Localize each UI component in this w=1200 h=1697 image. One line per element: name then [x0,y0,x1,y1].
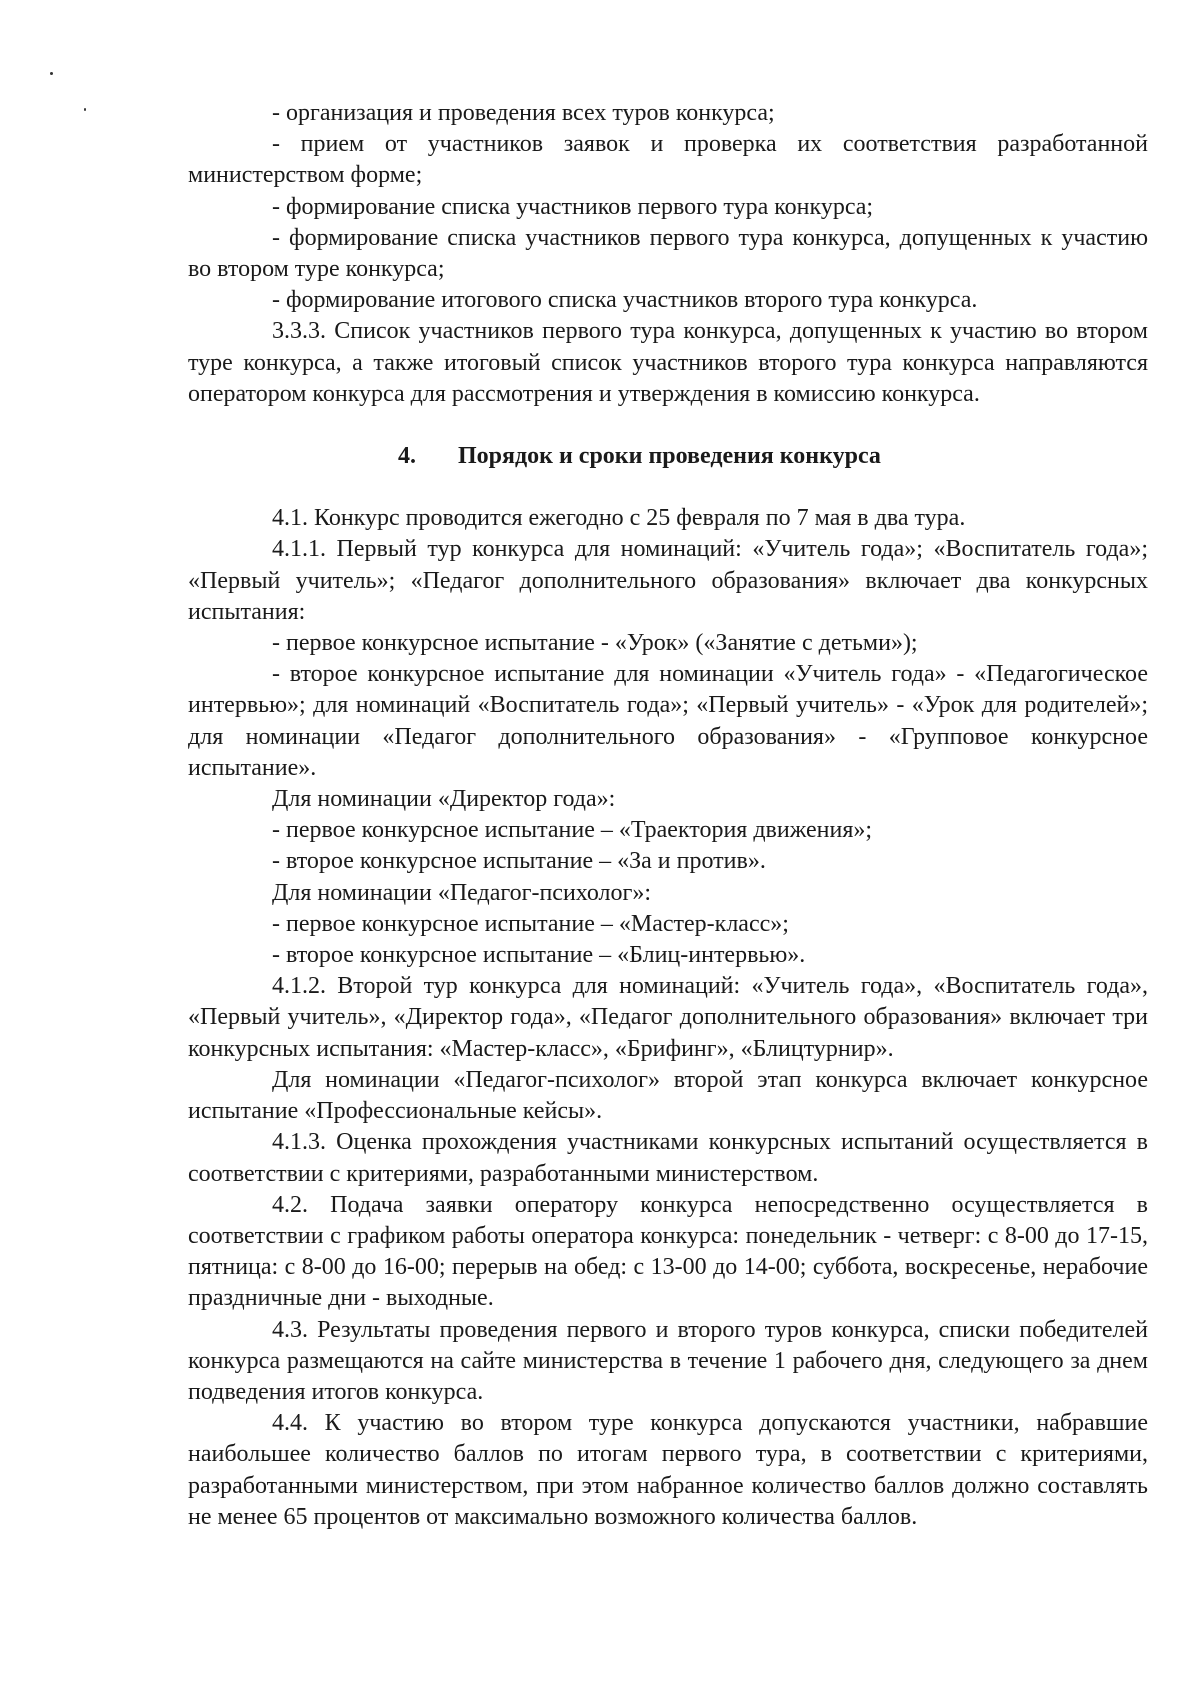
list-item: - второе конкурсное испытание – «За и против». [272,848,766,875]
paragraph: 4.1.3. Оценка прохождения участниками конкурсных испытаний осуществляется в соответствии с критериями, разработанными министерством. [188,1129,1148,1187]
paragraph: 4.1.2. Второй тур конкурса для номинаций: «Учитель года», «Воспитатель года», «Первый учитель», «Директор года», «Педагог дополнительного образования» включает три конкурсных испытания: «Мастер-класс», «Брифинг», «Блицтурнир». [188,973,1148,1062]
list-item: - первое конкурсное испытание – «Траектория движения»; [272,817,873,844]
scan-speck [84,108,86,111]
paragraph: Для номинации «Педагог-психолог»: [272,879,652,906]
list-item: - второе конкурсное испытание для номинации «Учитель года» - «Педагогическое интервью»; для номинаций «Воспитатель года»; «Первый учитель» - «Урок для родителей»; для номинации «Педагог дополнительного образования» - «Групповое конкурсное испытание». [188,661,1148,781]
section-title: Порядок и сроки проведения конкурса [458,443,881,470]
paragraph: 4.2. Подача заявки оператору конкурса непосредственно осуществляется в соответствии с графиком работы оператора конкурса: понедельник - четверг: с 8-00 до 17-15, пятница: с 8-00 до 16-00; перерыв на обед: с 13-00 до 14-00; суббота, воскресенье, нерабочие праздничные дни - выходные. [188,1191,1148,1312]
list-item: - формирование списка участников первого тура конкурса; [272,193,874,220]
section-number: 4. [398,443,416,470]
list-item: - прием от участников заявок и проверка их соответствия разработанной министерством форме; [188,131,1148,189]
document-page [188,98,1148,1533]
list-item: - второе конкурсное испытание – «Блиц-интервью». [272,942,806,969]
scan-speck [50,72,53,75]
paragraph: 4.1. Конкурс проводится ежегодно с 25 февраля по 7 мая в два тура. [272,505,966,532]
paragraph: Для номинации «Педагог-психолог» второй этап конкурса включает конкурсное испытание «Профессиональные кейсы». [188,1066,1148,1125]
list-item: - формирование списка участников первого тура конкурса, допущенных к участию во втором туре конкурса; [188,224,1148,283]
list-item: - формирование итогового списка участников второго тура конкурса. [272,287,978,314]
paragraph: 3.3.3. Список участников первого тура конкурса, допущенных к участию во втором туре конкурса, а также итоговый список участников второго тура конкурса направляются оператором конкурса для рассмотрения и утверждения в комиссию конкурса. [188,318,1148,407]
list-item: - первое конкурсное испытание - «Урок» («Занятие с детьми»); [272,630,918,657]
paragraph: Для номинации «Директор года»: [272,786,616,813]
list-item: - организация и проведения всех туров конкурса; [272,100,775,126]
list-item: - первое конкурсное испытание – «Мастер-класс»; [272,910,789,937]
paragraph: 4.3. Результаты проведения первого и второго туров конкурса, списки победителей конкурса размещаются на сайте министерства в течение 1 рабочего дня, следующего за днем подведения итогов конкурса. [188,1316,1148,1405]
paragraph: 4.4. К участию во втором туре конкурса допускаются участники, набравшие наибольшее количество баллов по итогам первого тура, в соответствии с критериями, разработанными министерством, при этом набранное количество баллов должно составлять не менее 65 процентов от максимально возможного количества баллов. [188,1410,1148,1530]
section-heading [188,410,1148,503]
paragraph: 4.1.1. Первый тур конкурса для номинаций: «Учитель года»; «Воспитатель года»; «Первый учитель»; «Педагог дополнительного образования» включает два конкурсных испытания: [188,536,1148,625]
